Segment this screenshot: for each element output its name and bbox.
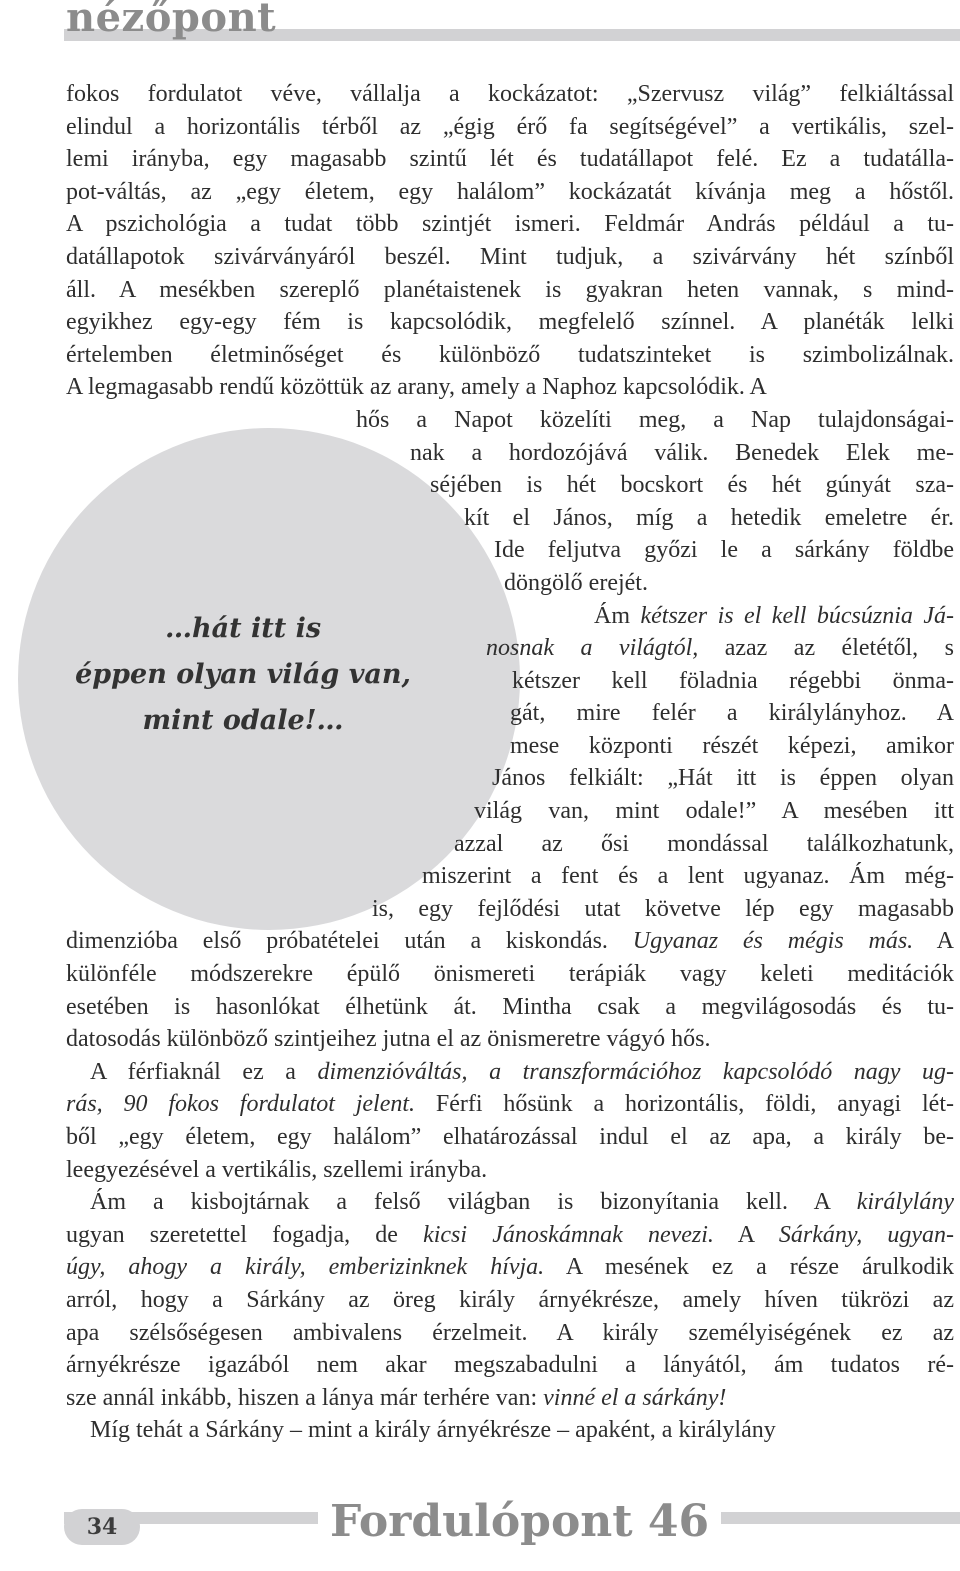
text-line	[66, 339, 954, 372]
text-run: árnyékrésze igazából nem akar megszabadulni a lányától, ám tudatos ré-	[66, 1352, 954, 1379]
text-run: különféle módszerekre épülő önismereti terápiák vagy keleti meditációk	[66, 961, 954, 988]
text-line	[66, 176, 954, 209]
section-title: nézőpont	[66, 0, 277, 41]
text-line	[464, 502, 954, 535]
text-run: Ide feljutva győzi le a sárkány földbe	[494, 537, 954, 564]
text-run: ugyan szeretettel fogadja, de	[66, 1221, 424, 1248]
text-line	[66, 1317, 954, 1350]
text-line	[430, 469, 954, 502]
text-line	[66, 1121, 954, 1154]
emphasis-text: nosnak a világtól,	[486, 635, 699, 662]
text-run: A férfiaknál ez a	[90, 1058, 318, 1085]
text-line	[510, 697, 954, 730]
text-line	[66, 111, 954, 144]
text-run: döngölő erejét.	[504, 569, 648, 596]
emphasis-text: kicsi Jánoskámnak nevezi.	[423, 1221, 714, 1248]
text-run: ből „egy életem, egy halálom” elhatározással indul el az apa, a király be-	[66, 1124, 954, 1150]
text-run: A	[713, 1221, 779, 1248]
emphasis-text: rás, 90 fokos fordulatot jelent.	[66, 1091, 416, 1118]
text-run: elindul a horizontális térből az „égig érő fa segítségével” a vertikális, szel-	[66, 113, 954, 140]
text-run: Míg tehát a Sárkány – mint a király árnyékrésze – apaként, a királylány	[90, 1417, 776, 1444]
text-line	[66, 208, 954, 241]
text-line	[422, 860, 954, 893]
text-line	[66, 1251, 954, 1284]
text-run: Ám	[594, 602, 641, 629]
text-run: azzal az ősi mondással találkozhatunk,	[454, 830, 954, 857]
text-run: értelemben életminőséget és különböző tudatszinteket is szimbolizálnak.	[66, 341, 954, 368]
text-line	[66, 991, 954, 1024]
text-line	[492, 762, 954, 795]
pull-quote-line: éppen olyan világ van,	[75, 659, 411, 690]
text-run: arról, hogy a Sárkány az öreg király árnyékrésze, amely híven tükrözi az	[66, 1286, 954, 1313]
text-line	[66, 958, 954, 991]
page-number: 34	[64, 1509, 140, 1545]
text-line	[66, 143, 954, 176]
text-run: sze annál inkább, hiszen a lánya már terhére van:	[66, 1384, 544, 1411]
text-line	[66, 1349, 954, 1382]
text-run: gát, mire felér a királylányhoz. A	[510, 700, 954, 727]
text-line	[66, 1186, 954, 1219]
emphasis-text: dimenzióváltás, a transzformációhoz kapcsolódó nagy ug-	[317, 1058, 954, 1085]
text-line	[66, 1414, 954, 1447]
text-line	[486, 632, 954, 665]
text-line	[66, 1284, 954, 1317]
text-run: áll. A mesékben szereplő planétaistenek is gyakran heten vannak, s mind-	[66, 276, 954, 303]
emphasis-text: úgy, ahogy a király, emberizinknek hívja.	[66, 1254, 545, 1281]
text-run: A mesének ez a része árulkodik	[544, 1254, 955, 1281]
text-run: fokos fordulatot véve, vállalja a kockázatot: „Szervusz világ” felkiáltással	[66, 81, 954, 107]
text-run: nak a hordozójává válik. Benedek Elek me-	[410, 439, 954, 466]
text-line	[522, 600, 954, 633]
text-line	[66, 1056, 954, 1089]
text-line	[66, 1382, 954, 1415]
text-run: séjében is hét bocskort és hét gúnyát sza-	[430, 472, 954, 499]
magazine-title: Fordulópont 46	[318, 1496, 721, 1547]
emphasis-text: Ugyanaz és mégis más.	[632, 928, 914, 955]
text-line	[510, 730, 954, 763]
text-run: mese központi részét képezi, amikor	[510, 732, 954, 759]
text-run: dimenzióba első próbatételei után a kiskondás.	[66, 928, 633, 955]
text-run: Ám a kisbojtárnak a felső világban is bizonyítania kell. A	[90, 1189, 857, 1216]
text-run: esetében is hasonlókat élhetünk át. Mintha csak a megvilágosodás és tu-	[66, 993, 954, 1020]
pull-quote-line: mint odale!…	[142, 705, 344, 736]
text-run: A pszichológia a tudat több szintjét ismeri. Feldmár András például a tu-	[66, 211, 954, 238]
text-run: kít el János, míg a hetedik emeletre ér.	[464, 504, 954, 531]
emphasis-text: kétszer is el kell búcsúznia Já-	[640, 602, 955, 629]
text-run: is, egy fejlődési utat követve lép egy magasabb	[372, 895, 954, 922]
text-line	[66, 274, 954, 307]
text-line	[66, 1023, 954, 1056]
text-run: apa szélsőségesen ambivalens érzelmeit. A király személyiségének ez az	[66, 1319, 954, 1346]
text-run: világ van, mint odale!” A mesében itt	[474, 798, 954, 825]
text-line	[66, 78, 954, 111]
text-run: pot-váltás, az „egy életem, egy halálom” kockázatát kívánja meg a hőstől.	[66, 178, 954, 205]
text-line	[66, 1219, 954, 1252]
text-line	[410, 437, 954, 470]
article-body	[66, 78, 954, 1447]
text-run: azaz az életétől, s	[698, 635, 954, 662]
text-line	[372, 893, 954, 926]
text-line	[494, 534, 954, 567]
text-line	[454, 828, 954, 861]
text-line	[66, 371, 954, 404]
text-run: lemi irányba, egy magasabb szintű lét és tudatállapot felé. Ez a tudatálla-	[66, 146, 954, 173]
text-line	[66, 1088, 954, 1121]
text-run: kétszer kell föladnia régebbi önma-	[512, 667, 954, 694]
text-line	[66, 1154, 954, 1187]
text-run: miszerint a fent és a lent ugyanaz. Ám még-	[422, 863, 954, 890]
text-line	[504, 567, 954, 600]
emphasis-text: vinné el a sárkány!	[543, 1384, 727, 1411]
text-run: hős a Napot közelíti meg, a Nap tulajdonságai-	[356, 406, 954, 433]
text-line	[512, 665, 954, 698]
text-line	[66, 925, 954, 958]
text-line	[474, 795, 954, 828]
text-run: egyikhez egy-egy fém is kapcsolódik, megfelelő színnel. A planéták lelki	[66, 309, 954, 336]
text-run: Férfi hősünk a horizontális, földi, anyagi lét-	[415, 1091, 954, 1118]
text-line	[66, 241, 954, 274]
text-run: datosodás különböző szintjeihez jutna el az önismeretre vágyó hős.	[66, 1026, 711, 1053]
text-run: leegyezésével a vertikális, szellemi irányba.	[66, 1156, 488, 1183]
text-run: A	[913, 928, 954, 955]
emphasis-text: királylány	[856, 1189, 954, 1216]
text-line	[66, 306, 954, 339]
text-run: János felkiált: „Hát itt is éppen olyan	[492, 765, 954, 792]
pull-quote-line: …hát itt is	[164, 613, 322, 644]
emphasis-text: Sárkány, ugyan-	[778, 1221, 955, 1248]
text-line	[356, 404, 954, 437]
text-run: A legmagasabb rendű közöttük az arany, amely a Naphoz kapcsolódik. A	[66, 374, 767, 401]
text-run: datállapotok szivárványáról beszél. Mint tudjuk, a szivárvány hét színből	[66, 243, 954, 270]
